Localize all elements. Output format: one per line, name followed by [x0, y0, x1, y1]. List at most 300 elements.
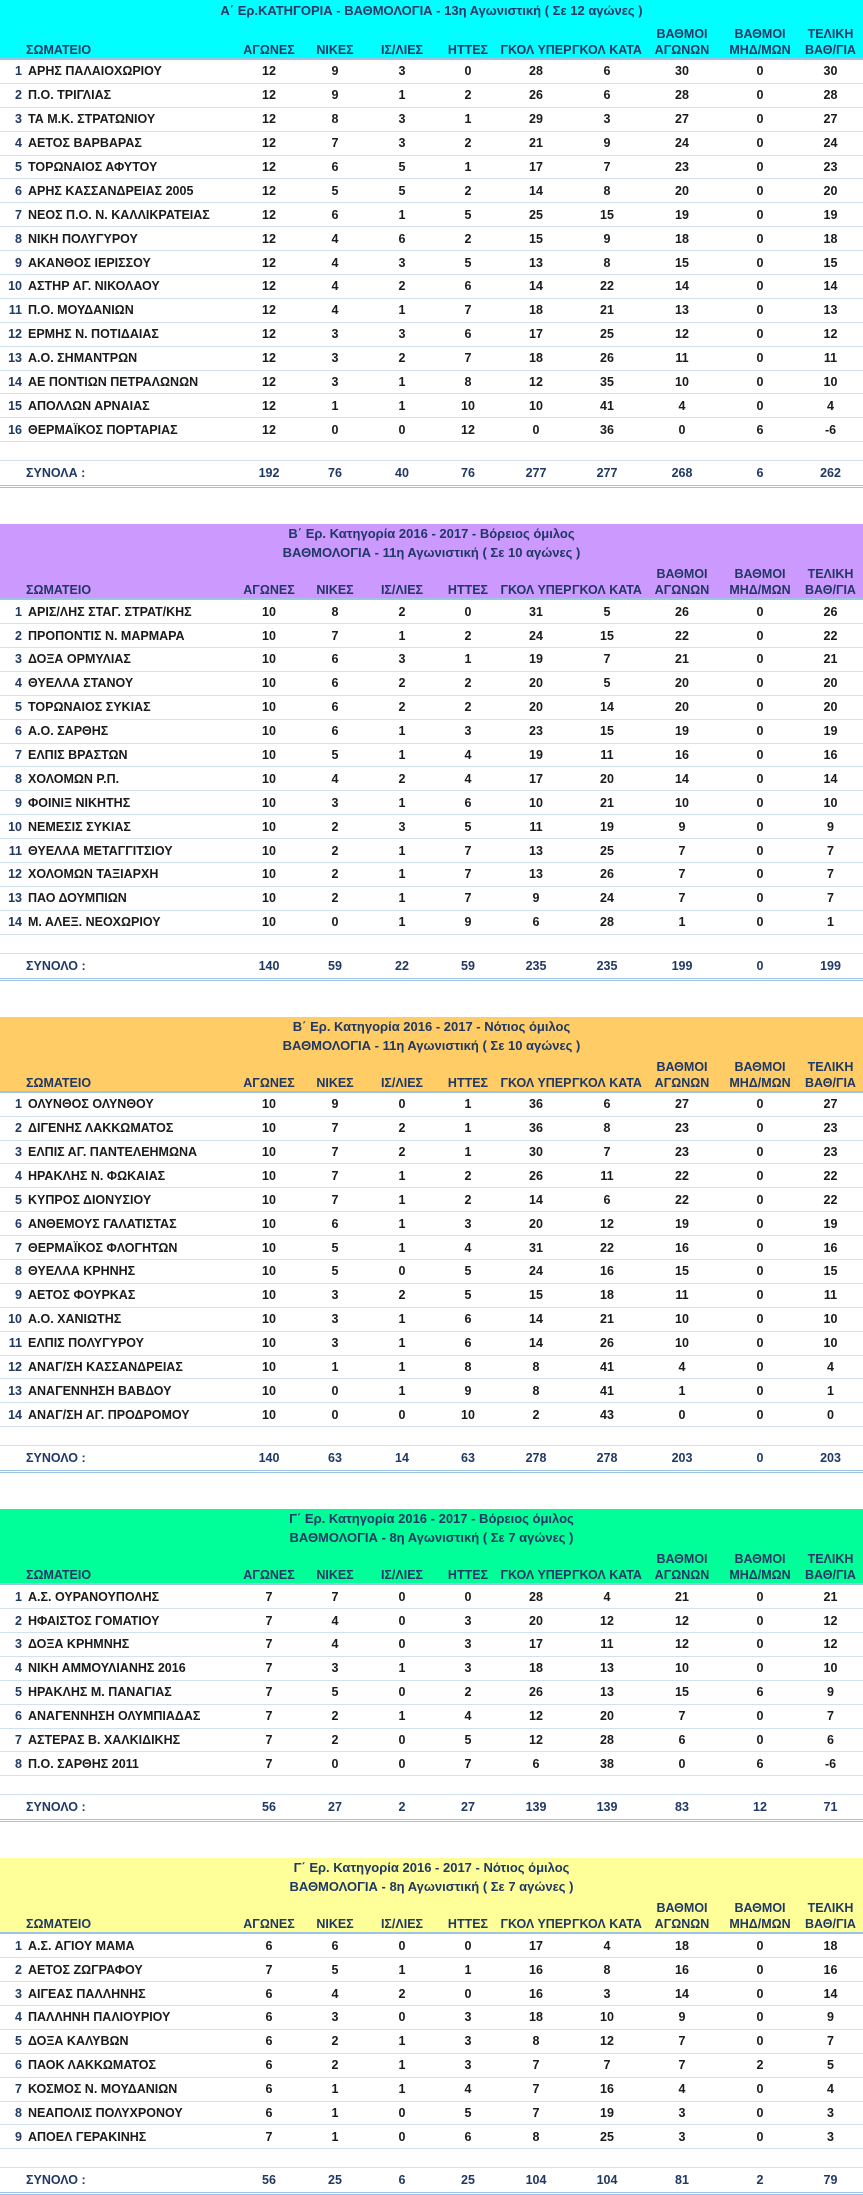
rank-cell: 2 — [15, 628, 22, 643]
table-row — [0, 886, 863, 910]
team-name-cell: ΚΟΣΜΟΣ Ν. ΜΟΥΔΑΝΙΩΝ — [28, 2082, 178, 2097]
rank-cell: 5 — [15, 1685, 22, 1700]
stat-cell: 6 — [464, 327, 472, 342]
stat-cell: 0 — [464, 64, 472, 79]
stat-cell: 13 — [675, 303, 689, 318]
team-name-cell: ΔΟΞΑ ΟΡΜΥΛΙΑΣ — [28, 652, 131, 667]
team-name-cell: ΝΕΜΕΣΙΣ ΣΥΚΙΑΣ — [28, 819, 131, 834]
stat-cell: 7 — [678, 2034, 686, 2049]
stat-cell: 3 — [678, 2129, 686, 2144]
stat-cell: 26 — [600, 867, 614, 882]
stat-cell: 9 — [464, 915, 472, 930]
rank-cell: 14 — [8, 375, 22, 390]
standings-section — [0, 524, 863, 980]
team-name-cell: Π.Ο. ΤΡΙΓΛΙΑΣ — [28, 88, 112, 103]
stat-cell: 10 — [823, 1661, 838, 1676]
stat-cell: 8 — [603, 183, 611, 198]
stat-cell: 5 — [464, 255, 472, 270]
stat-cell: 3 — [398, 64, 406, 79]
stat-cell: 12 — [600, 2034, 614, 2049]
team-name-cell: ΑΣΤΕΡΑΣ Β. ΧΑΛΚΙΔΙΚΗΣ — [28, 1732, 181, 1747]
rank-cell: 16 — [8, 422, 22, 437]
stat-cell: 14 — [675, 279, 689, 294]
stat-cell: 2 — [331, 2034, 339, 2049]
column-header-team: ΣΩΜΑΤΕΙΟ — [26, 43, 92, 57]
stat-cell: 3 — [464, 2058, 472, 2073]
stat-cell: 3 — [603, 1986, 611, 2001]
stat-cell: 18 — [529, 1661, 543, 1676]
stat-cell: 2 — [398, 1986, 406, 2001]
stat-cell: 2 — [464, 1192, 472, 1207]
rank-cell: 5 — [15, 1192, 22, 1207]
rank-cell: 15 — [8, 398, 22, 413]
spacer — [0, 935, 863, 953]
stat-cell: 1 — [464, 1097, 472, 1112]
stat-cell: 2 — [398, 1121, 406, 1136]
stat-cell: 10 — [823, 375, 838, 390]
table-row — [0, 1092, 863, 1116]
stat-cell: 10 — [675, 795, 689, 810]
standings-section — [0, 1509, 863, 1822]
stat-cell: 13 — [529, 867, 543, 882]
totals-value: 56 — [262, 2173, 276, 2188]
stat-cell: 12 — [262, 375, 276, 390]
totals-value: 104 — [596, 2173, 618, 2188]
stat-cell: 0 — [756, 1661, 764, 1676]
stat-cell: 14 — [823, 771, 838, 786]
stat-cell: 20 — [675, 700, 689, 715]
rank-cell: 9 — [15, 255, 22, 270]
stat-cell: 5 — [603, 604, 611, 619]
stat-cell: 9 — [331, 1097, 339, 1112]
table-row — [0, 791, 863, 815]
table-row — [0, 1140, 863, 1164]
totals-value: 278 — [525, 1451, 547, 1466]
stat-cell: 2 — [398, 351, 406, 366]
stat-cell: 7 — [532, 2082, 540, 2097]
stat-cell: 14 — [823, 279, 838, 294]
table-row — [0, 839, 863, 863]
stat-cell: 1 — [398, 398, 406, 413]
section-gap — [0, 1822, 863, 1858]
stat-cell: 0 — [756, 1589, 764, 1604]
stat-cell: 1 — [331, 1359, 339, 1374]
stat-cell: 4 — [464, 1240, 472, 1255]
stat-cell: 10 — [262, 724, 276, 739]
stat-cell: 7 — [265, 2129, 273, 2144]
stat-cell: 25 — [529, 207, 543, 222]
rank-cell: 1 — [15, 64, 22, 79]
stat-cell: 12 — [262, 160, 276, 174]
table-row — [0, 1958, 863, 1982]
stat-cell: 0 — [756, 398, 764, 413]
stat-cell: 8 — [603, 255, 611, 270]
column-header: ΙΣ/ΛΙΕΣ — [380, 583, 424, 598]
team-name-cell: ΘΥΕΛΛΑ ΣΤΑΝΟΥ — [28, 676, 134, 691]
stat-cell: 20 — [529, 1216, 543, 1231]
stat-cell: 0 — [756, 819, 764, 834]
team-name-cell: Α.Ο. ΣΑΡΘΗΣ — [28, 724, 109, 739]
team-name-cell: ΑΡΗΣ ΠΑΛΑΙΟΧΩΡΙΟΥ — [28, 64, 162, 79]
totals-value: 268 — [671, 466, 693, 481]
team-name-cell: ΑΠΟΕΛ ΓΕΡΑΚΙΝΗΣ — [28, 2129, 147, 2144]
stat-cell: 2 — [464, 676, 472, 691]
stat-cell: 20 — [823, 183, 838, 198]
totals-value: 277 — [525, 466, 547, 481]
column-header: ΒΑΘΜΟΙ ΑΓΩΝΩΝ — [654, 1059, 710, 1090]
column-header-team: ΣΩΜΑΤΕΙΟ — [26, 583, 92, 598]
team-name-cell: ΑΕΤΟΣ ΖΩΓΡΑΦΟΥ — [28, 1962, 143, 1977]
stat-cell: 0 — [398, 1756, 406, 1771]
stat-cell: 18 — [529, 2010, 543, 2025]
stat-cell: 16 — [823, 1962, 838, 1977]
stat-cell: 24 — [529, 628, 543, 643]
stat-cell: 4 — [678, 1359, 686, 1374]
stat-cell: 20 — [823, 676, 838, 691]
stat-cell: 19 — [600, 2105, 614, 2120]
stat-cell: 21 — [600, 795, 614, 810]
stat-cell: 16 — [600, 2082, 614, 2097]
stat-cell: 6 — [756, 1685, 764, 1700]
stat-cell: 14 — [529, 1336, 543, 1351]
stat-cell: 7 — [827, 891, 834, 906]
stat-cell: 1 — [398, 2058, 406, 2073]
header-row — [0, 1547, 863, 1584]
stat-cell: 0 — [464, 1589, 472, 1604]
rank-cell: 10 — [8, 819, 22, 834]
stat-cell: 7 — [464, 867, 472, 882]
header-row — [0, 1055, 863, 1092]
stat-cell: 12 — [823, 1637, 838, 1652]
stat-cell: 5 — [464, 1732, 472, 1747]
rank-cell: 2 — [15, 1121, 22, 1136]
stat-cell: 28 — [675, 88, 689, 103]
team-name-cell: ΝΙΚΗ ΑΜΜΟΥΛΙΑΝΗΣ 2016 — [28, 1661, 186, 1676]
stat-cell: 1 — [331, 2082, 339, 2097]
table-row — [0, 1704, 863, 1728]
stat-cell: 26 — [675, 604, 689, 619]
rank-cell: 12 — [8, 867, 22, 882]
section-title — [0, 0, 863, 22]
stat-cell: 10 — [262, 1288, 276, 1303]
stat-cell: 4 — [464, 2082, 472, 2097]
team-name-cell: ΠΑΟΚ ΛΑΚΚΩΜΑΤΟΣ — [28, 2058, 156, 2073]
rank-cell: 4 — [15, 2010, 22, 2025]
stat-cell: 19 — [675, 207, 689, 222]
column-header: ΙΣ/ΛΙΕΣ — [380, 43, 424, 57]
stat-cell: 3 — [331, 327, 339, 342]
stat-cell: 1 — [398, 88, 406, 103]
column-header: ΑΓΩΝΕΣ — [243, 43, 295, 57]
stat-cell: 36 — [529, 1121, 543, 1136]
totals-value: 235 — [525, 958, 547, 973]
stat-cell: 10 — [262, 891, 276, 906]
column-header: ΓΚΟΛ ΚΑΤΑ — [572, 1568, 642, 1583]
rank-cell: 10 — [8, 279, 22, 294]
stat-cell: 10 — [262, 1264, 276, 1279]
stat-cell: 12 — [529, 375, 543, 390]
rank-cell: 10 — [8, 1312, 22, 1327]
stat-cell: 12 — [262, 327, 276, 342]
team-name-cell: ΘΕΡΜΑΪΚΟΣ ΠΟΡΤΑΡΙΑΣ — [28, 422, 178, 437]
stat-cell: 22 — [600, 279, 614, 294]
stat-cell: 38 — [600, 1756, 614, 1771]
spacer — [0, 442, 863, 460]
team-name-cell: Α.Ο. ΧΑΝΙΩΤΗΣ — [28, 1312, 122, 1327]
stat-cell: 27 — [823, 1097, 838, 1112]
stat-cell: 12 — [262, 398, 276, 413]
stat-cell: 7 — [827, 1709, 834, 1724]
stat-cell: 7 — [331, 1168, 339, 1183]
column-header: ΓΚΟΛ ΚΑΤΑ — [572, 583, 642, 598]
stat-cell: 22 — [823, 628, 838, 643]
rank-cell: 3 — [15, 1144, 22, 1159]
stat-cell: 5 — [827, 2058, 834, 2073]
stat-cell: 1 — [398, 724, 406, 739]
stat-cell: 4 — [331, 231, 339, 246]
column-header: ΓΚΟΛ ΥΠΕΡ — [500, 1075, 572, 1090]
rank-cell: 9 — [15, 1288, 22, 1303]
stat-cell: 10 — [262, 700, 276, 715]
standings-section — [0, 1858, 863, 2195]
column-header: ΝΙΚΕΣ — [316, 583, 354, 598]
stat-cell: 0 — [756, 1121, 764, 1136]
stat-cell: 5 — [331, 1962, 339, 1977]
stat-cell: 6 — [331, 1216, 339, 1231]
stat-cell: 0 — [756, 1312, 764, 1327]
stat-cell: 0 — [398, 1097, 406, 1112]
stat-cell: 2 — [331, 1732, 339, 1747]
totals-label: ΣΥΝΟΛΟ : — [26, 2173, 86, 2188]
stat-cell: 13 — [529, 843, 543, 858]
rank-cell: 6 — [15, 724, 22, 739]
stat-cell: 1 — [464, 1144, 472, 1159]
team-name-cell: ΑΝΘΕΜΟΥΣ ΓΑΛΑΤΙΣΤΑΣ — [28, 1216, 177, 1231]
stat-cell: 20 — [600, 771, 614, 786]
stat-cell: 6 — [603, 64, 611, 79]
stat-cell: 10 — [262, 795, 276, 810]
stat-cell: 0 — [756, 88, 764, 103]
stat-cell: 2 — [331, 891, 339, 906]
stat-cell: 23 — [675, 1121, 689, 1136]
stat-cell: 0 — [756, 700, 764, 715]
table-row — [0, 2029, 863, 2053]
stat-cell: 9 — [827, 1685, 834, 1700]
column-header: ΙΣ/ΛΙΕΣ — [380, 1917, 424, 1932]
stat-cell: 7 — [265, 1756, 273, 1771]
table-row — [0, 1403, 863, 1427]
section-title — [0, 1017, 863, 1055]
stat-cell: 19 — [529, 748, 543, 763]
totals-value: 0 — [756, 958, 764, 973]
section-title-line: ΒΑΘΜΟΛΟΓΙΑ - 8η Αγωνιστική ( Σε 7 αγώνες ) — [289, 1879, 574, 1895]
stat-cell: 6 — [464, 279, 472, 294]
column-header: ΤΕΛΙΚΗ ΒΑΘ/ΓΙΑ — [805, 27, 856, 57]
table-row — [0, 203, 863, 227]
stat-cell: 0 — [756, 351, 764, 366]
stat-cell: 5 — [464, 2105, 472, 2120]
team-name-cell: ΤΟΡΩΝΑΙΟΣ ΑΦΥΤΟΥ — [28, 160, 158, 174]
stat-cell: 16 — [600, 1264, 614, 1279]
stat-cell: 4 — [603, 1938, 611, 1953]
stat-cell: 22 — [675, 1192, 689, 1207]
stat-cell: 7 — [265, 1661, 273, 1676]
stat-cell: 0 — [756, 891, 764, 906]
stat-cell: 21 — [600, 1312, 614, 1327]
stat-cell: 11 — [675, 351, 689, 366]
stat-cell: 6 — [331, 700, 339, 715]
stat-cell: 2 — [331, 819, 339, 834]
stat-cell: 28 — [600, 1732, 614, 1747]
stat-cell: 12 — [262, 183, 276, 198]
stat-cell: 3 — [331, 1288, 339, 1303]
stat-cell: 3 — [464, 724, 472, 739]
table-row — [0, 743, 863, 767]
table-row — [0, 2005, 863, 2029]
stat-cell: 19 — [675, 1216, 689, 1231]
column-header: ΓΚΟΛ ΚΑΤΑ — [572, 43, 642, 57]
totals-row — [0, 2167, 863, 2195]
stat-cell: 2 — [398, 676, 406, 691]
stat-cell: 1 — [398, 1383, 406, 1398]
stat-cell: 4 — [464, 748, 472, 763]
section-title — [0, 524, 863, 562]
stat-cell: 16 — [675, 1962, 689, 1977]
stat-cell: 11 — [529, 819, 543, 834]
stat-cell: 0 — [678, 1756, 686, 1771]
totals-value: 139 — [596, 1800, 618, 1815]
stat-cell: 22 — [675, 1168, 689, 1183]
stat-cell: 0 — [398, 2010, 406, 2025]
stat-cell: 27 — [823, 112, 838, 127]
column-header: ΤΕΛΙΚΗ ΒΑΘ/ΓΙΑ — [805, 1552, 856, 1583]
stat-cell: 0 — [331, 1383, 339, 1398]
stat-cell: 5 — [398, 160, 406, 174]
table-row — [0, 1632, 863, 1656]
stat-cell: 3 — [678, 2105, 686, 2120]
stat-cell: 10 — [262, 1168, 276, 1183]
column-header: ΓΚΟΛ ΥΠΕΡ — [500, 1917, 572, 1932]
stat-cell: 18 — [675, 1938, 689, 1953]
column-header: ΝΙΚΕΣ — [316, 43, 354, 57]
team-name-cell: ΕΡΜΗΣ Ν. ΠΟΤΙΔΑΙΑΣ — [28, 327, 159, 342]
team-name-cell: ΤΑ Μ.Κ. ΣΤΡΑΤΩΝΙΟΥ — [28, 112, 156, 127]
stat-cell: 3 — [464, 2010, 472, 2025]
column-header-rank — [0, 1547, 26, 1584]
rank-cell: 8 — [15, 1756, 22, 1771]
stat-cell: 2 — [464, 628, 472, 643]
stat-cell: 14 — [529, 1192, 543, 1207]
stat-cell: 10 — [262, 1240, 276, 1255]
stat-cell: 31 — [529, 1240, 543, 1255]
stat-cell: 4 — [331, 1613, 339, 1628]
stat-cell: 2 — [464, 1685, 472, 1700]
team-name-cell: ΟΛΥΝΘΟΣ ΟΛΥΝΘΟΥ — [28, 1097, 154, 1112]
stat-cell: 6 — [464, 795, 472, 810]
table-row — [0, 1236, 863, 1260]
spacer — [0, 2149, 863, 2167]
stat-cell: 3 — [398, 136, 406, 151]
stat-cell: 2 — [398, 604, 406, 619]
section-gap — [0, 981, 863, 1017]
column-header: ΙΣ/ΛΙΕΣ — [380, 1568, 424, 1583]
section-title-line: Β΄ Ερ. Κατηγορία 2016 - 2017 - Νότιος όμιλος — [292, 1018, 571, 1034]
stat-cell: 10 — [823, 1312, 838, 1327]
stat-cell: 0 — [398, 1732, 406, 1747]
column-header: ΒΑΘΜΟΙ ΜΗΔ/ΜΩΝ — [729, 1059, 791, 1090]
stat-cell: 0 — [756, 327, 764, 342]
totals-value: 83 — [675, 1800, 689, 1815]
stat-cell: 14 — [600, 700, 614, 715]
stat-cell: 0 — [756, 867, 764, 882]
stat-cell: 3 — [331, 2010, 339, 2025]
stat-cell: 16 — [823, 748, 838, 763]
totals-value: 2 — [398, 1800, 406, 1815]
stat-cell: 26 — [529, 88, 543, 103]
stat-cell: 7 — [678, 1709, 686, 1724]
stat-cell: 12 — [675, 327, 689, 342]
stat-cell: 41 — [600, 398, 614, 413]
column-header: ΒΑΘΜΟΙ ΑΓΩΝΩΝ — [654, 27, 710, 57]
stat-cell: 0 — [756, 1383, 764, 1398]
stat-cell: 3 — [398, 255, 406, 270]
stat-cell: 1 — [398, 1336, 406, 1351]
stat-cell: 20 — [529, 676, 543, 691]
stat-cell: 21 — [823, 652, 838, 667]
team-name-cell: ΘΥΕΛΛΑ ΚΡΗΝΗΣ — [28, 1264, 136, 1279]
section-title-line: Γ΄ Ερ. Κατηγορία 2016 - 2017 - Βόρειος όμιλος — [289, 1511, 574, 1527]
stat-cell: 26 — [823, 604, 838, 619]
rank-cell: 9 — [15, 2129, 22, 2144]
stat-cell: 3 — [398, 112, 406, 127]
stat-cell: 0 — [398, 2129, 406, 2144]
stat-cell: 11 — [600, 1637, 614, 1652]
team-name-cell: ΑΕ ΠΟΝΤΙΩΝ ΠΕΤΡΑΛΩΝΩΝ — [28, 375, 199, 390]
rank-cell: 4 — [15, 1661, 22, 1676]
stat-cell: 41 — [600, 1383, 614, 1398]
stat-cell: 20 — [675, 676, 689, 691]
column-header: ΤΕΛΙΚΗ ΒΑΘ/ΓΙΑ — [805, 1059, 856, 1090]
stat-cell: 12 — [262, 64, 276, 79]
totals-value: 199 — [820, 958, 841, 973]
stat-cell: 2 — [464, 183, 472, 198]
stat-cell: 0 — [756, 2129, 764, 2144]
stat-cell: 7 — [532, 2058, 540, 2073]
stat-cell: 15 — [600, 628, 614, 643]
section-title — [0, 1509, 863, 1547]
stat-cell: 12 — [262, 279, 276, 294]
table-row — [0, 322, 863, 346]
stat-cell: 7 — [265, 1589, 273, 1604]
column-header: ΒΑΘΜΟΙ ΜΗΔ/ΜΩΝ — [729, 1901, 791, 1932]
stat-cell: 24 — [675, 136, 689, 151]
totals-label: ΣΥΝΟΛΟ : — [26, 1800, 86, 1815]
stat-cell: 0 — [464, 1938, 472, 1953]
team-name-cell: Π.Ο. ΣΑΡΘΗΣ 2011 — [28, 1756, 139, 1771]
stat-cell: 18 — [823, 1938, 838, 1953]
table-row — [0, 624, 863, 648]
stat-cell: 0 — [756, 112, 764, 127]
rank-cell: 8 — [15, 231, 22, 246]
stat-cell: 21 — [600, 303, 614, 318]
column-header: ΑΓΩΝΕΣ — [243, 583, 295, 598]
team-name-cell: ΧΟΛΟΜΩΝ ΤΑΞΙΑΡΧΗ — [28, 867, 159, 882]
stat-cell: 8 — [532, 2129, 540, 2144]
spacer — [0, 1776, 863, 1794]
stat-cell: 19 — [600, 819, 614, 834]
totals-value: 139 — [525, 1800, 547, 1815]
stat-cell: 3 — [398, 652, 406, 667]
